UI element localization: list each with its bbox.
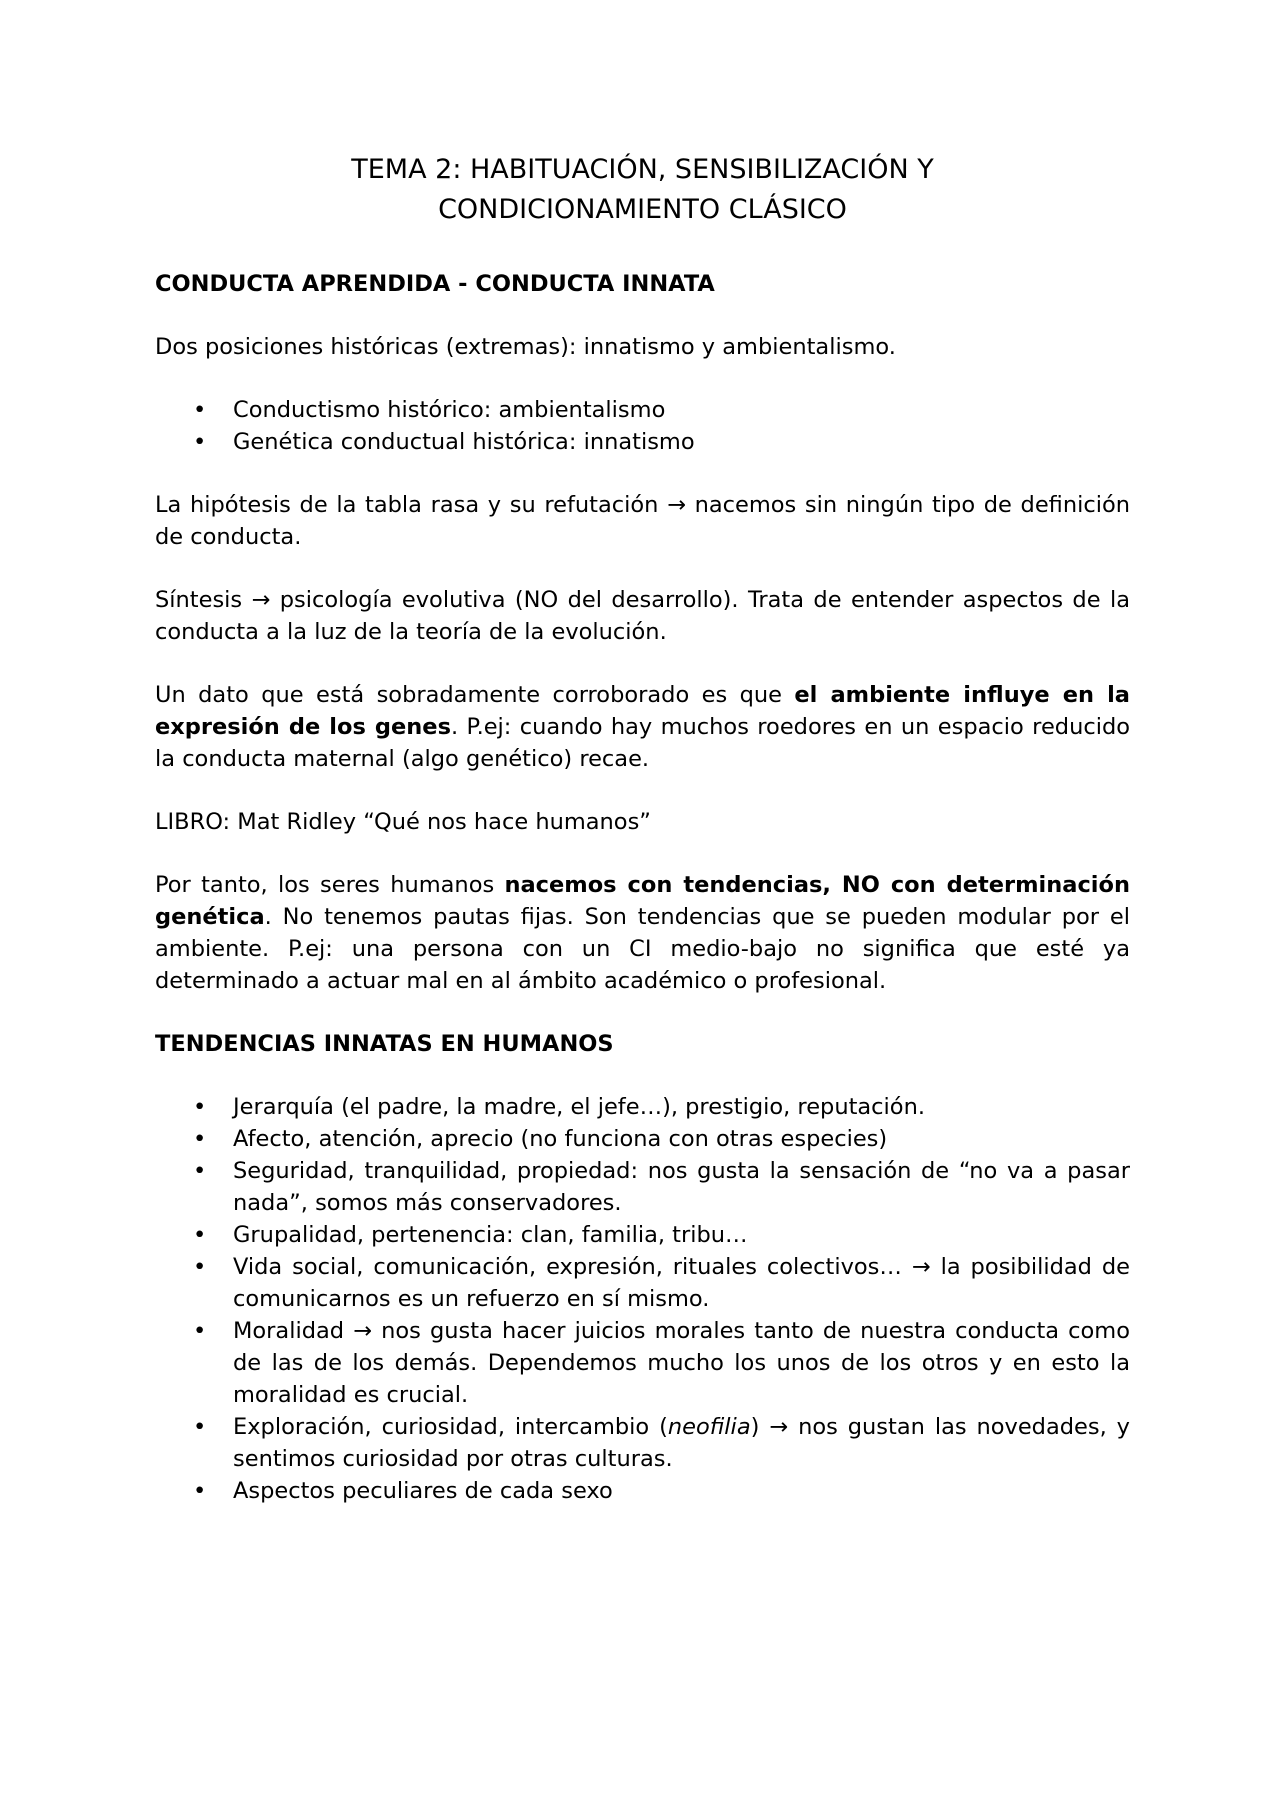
bullet-marker: • — [193, 397, 207, 423]
bullet-marker: • — [193, 1158, 207, 1184]
bullet-marker: • — [193, 1478, 207, 1504]
list-item: • Aspectos peculiares de cada sexo — [155, 1475, 1130, 1507]
bullet-marker: • — [193, 1222, 207, 1248]
paragraph-por-tanto: Por tanto, los seres humanos nacemos con tendencias, NO con determinación genética. No tenemos pautas fijas. Son tendencias que se pueden modular por el ambiente. P.ej: una persona con un CI medio-bajo no significa que esté ya determinado a actuar mal en al ámbito académico o profesional. — [155, 872, 1130, 994]
paragraph-intro: Dos posiciones históricas (extremas): innatismo y ambientalismo. — [155, 334, 896, 360]
paragraph-libro: LIBRO: Mat Ridley “Qué nos hace humanos” — [155, 809, 651, 835]
document-page — [155, 150, 1130, 1538]
list-item: • Seguridad, tranquilidad, propiedad: nos gusta la sensación de “no va a pasar nada”, somos más conservadores. — [155, 1155, 1130, 1219]
list-item: • Exploración, curiosidad, intercambio (neofilia) → nos gustan las novedades, y sentimos curiosidad por otras culturas. — [155, 1411, 1130, 1475]
bold-emphasis: nacemos con tendencias, NO con determinación genética — [155, 872, 1130, 930]
bullet-marker: • — [193, 1126, 207, 1152]
section-heading-conducta: CONDUCTA APRENDIDA - CONDUCTA INNATA — [155, 271, 715, 297]
bullet-marker: • — [193, 1094, 207, 1120]
list-item: • Moralidad → nos gusta hacer juicios morales tanto de nuestra conducta como de las de los demás. Dependemos mucho los unos de los otros y en esto la moralidad es crucial. — [155, 1315, 1130, 1411]
bullet-marker: • — [193, 1414, 207, 1440]
list-item: • Conductismo histórico: ambientalismo — [155, 394, 1130, 426]
page-title — [155, 150, 1130, 230]
paragraph-dato: Un dato que está sobradamente corroborado es que el ambiente influye en la expresión de los genes. P.ej: cuando hay muchos roedores en un espacio reducido la conducta maternal (algo genético) recae. — [155, 682, 1130, 772]
bullet-list-tendencias — [155, 1091, 1130, 1507]
bullet-list-posiciones — [155, 394, 1130, 458]
bullet-marker: • — [193, 1254, 207, 1280]
paragraph-sintesis: Síntesis → psicología evolutiva (NO del desarrollo). Trata de entender aspectos de la conducta a la luz de la teoría de la evolución. — [155, 587, 1130, 645]
list-item: • Vida social, comunicación, expresión, rituales colectivos… → la posibilidad de comunicarnos es un refuerzo en sí mismo. — [155, 1251, 1130, 1315]
bullet-marker: • — [193, 429, 207, 455]
paragraph-tabla-rasa: La hipótesis de la tabla rasa y su refutación → nacemos sin ningún tipo de definición de conducta. — [155, 492, 1130, 550]
list-item: • Afecto, atención, aprecio (no funciona con otras especies) — [155, 1123, 1130, 1155]
bold-emphasis: el ambiente influye en la expresión de los genes — [155, 682, 1130, 740]
italic-term: neofilia — [667, 1414, 751, 1440]
list-item: • Jerarquía (el padre, la madre, el jefe…), prestigio, reputación. — [155, 1091, 1130, 1123]
title-line-1: TEMA 2: HABITUACIÓN, SENSIBILIZACIÓN Y — [351, 154, 934, 185]
list-item: • Genética conductual histórica: innatismo — [155, 426, 1130, 458]
section-heading-tendencias: TENDENCIAS INNATAS EN HUMANOS — [155, 1031, 614, 1057]
list-item: • Grupalidad, pertenencia: clan, familia, tribu… — [155, 1219, 1130, 1251]
bullet-marker: • — [193, 1318, 207, 1344]
title-line-2: CONDICIONAMIENTO CLÁSICO — [438, 194, 847, 225]
